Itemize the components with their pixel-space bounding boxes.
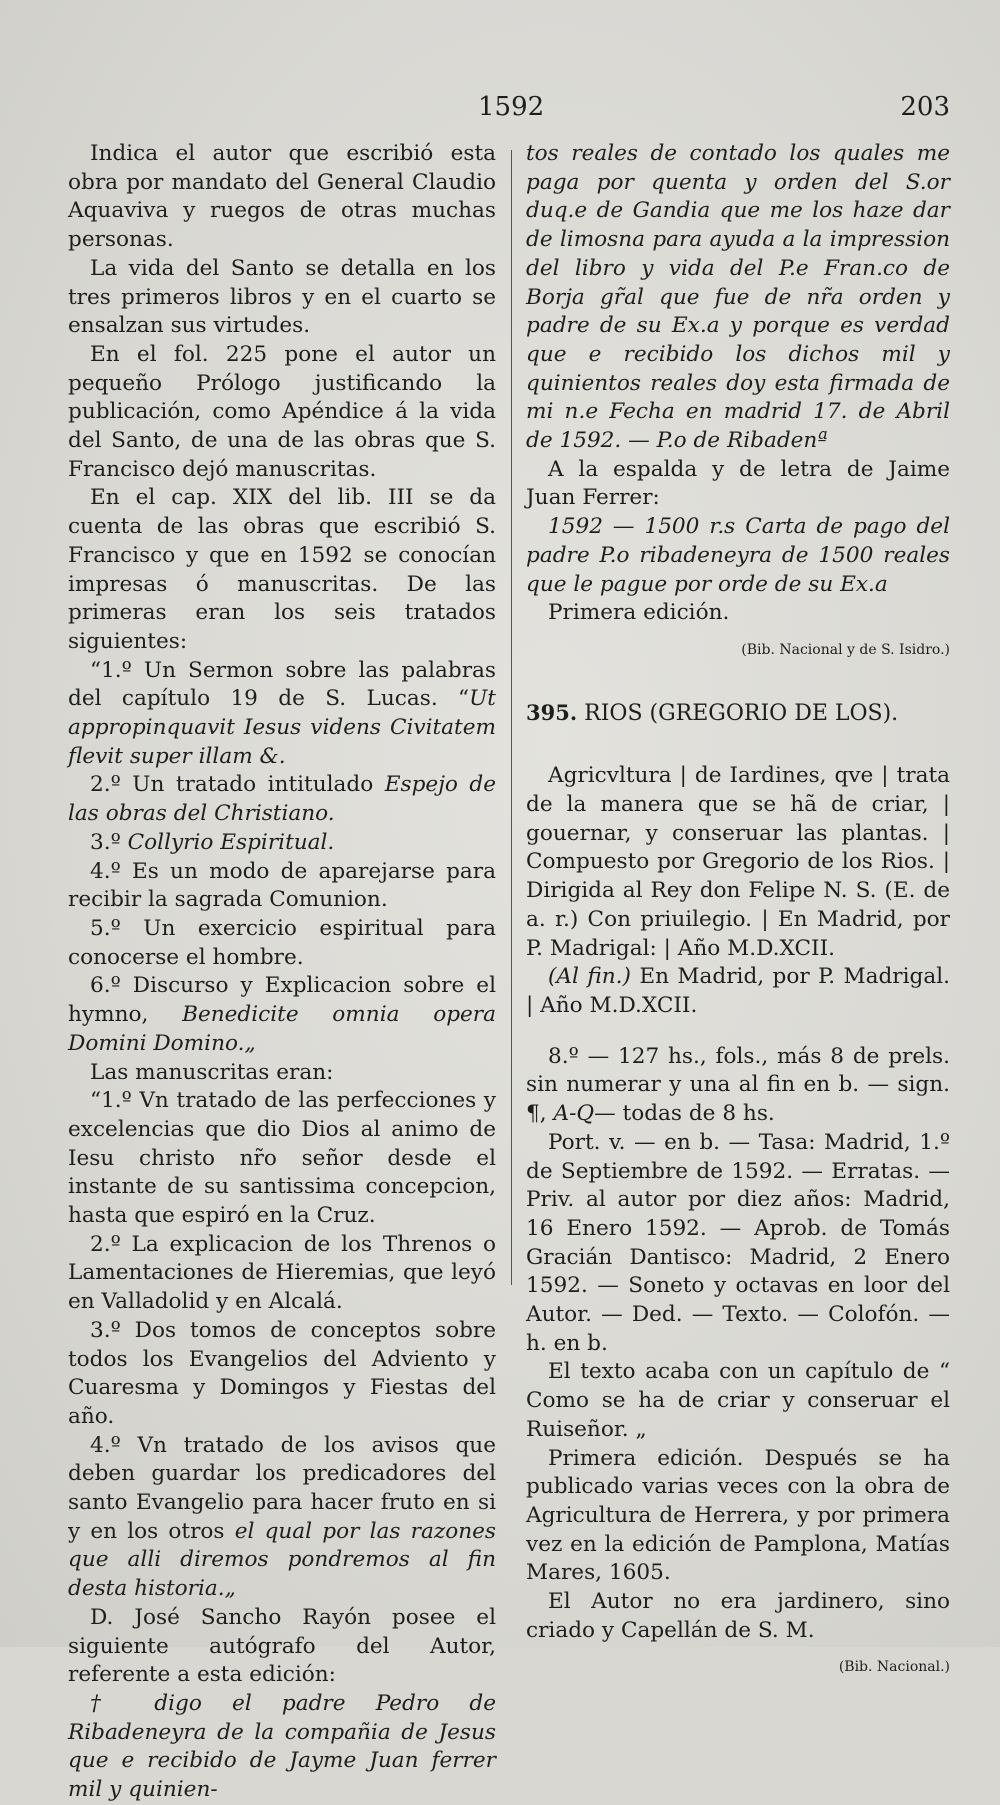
left-column <box>68 140 496 1805</box>
entry-number: 395. <box>526 699 578 725</box>
paragraph <box>68 771 496 828</box>
entry-heading <box>526 699 950 729</box>
paragraph: 3.º Dos tomos de conceptos sobre todos los Evangelios del Adviento y Cuaresma y Domingos y Fiestas del año. <box>68 1317 496 1429</box>
paragraph: Las manuscritas eran: <box>90 1059 334 1085</box>
paragraph: Port. v. — en b. — Tasa: Madrid, 1.º de Septiembre de 1592. — Erratas. — Priv. al autor por diez años: Madrid, 16 Enero 1592. — Aprob. de Tomás Gracián Dantisco: Madrid, 2 Enero 1592. — Soneto y octavas en loor del Autor. — Ded. — Texto. — Colofón. — h. en b. <box>526 1129 950 1356</box>
italic-text: el qual por las razones que alli diremos pondremos al fin desta historia.„ <box>68 1518 496 1602</box>
text: En Madrid, por P. Madrigal. | Año M.D.XCII. <box>526 964 951 1018</box>
italic-text: Benedicite omnia opera Domini Domino.„ <box>68 1002 496 1056</box>
paragraph <box>526 1043 950 1129</box>
paragraph: D. José Sancho Rayón posee el siguiente autógrafo del Autor, referente a esta edición: <box>68 1604 496 1688</box>
paragraph: tos reales de contado los quales me paga por quenta y orden del S.or duq.e de Gandia que me los haze dar de limosna para ayuda a la impression del libro y vida del P.e Fran.co de Borja gr̃al que fue de nr̃a orden y padre de su Ex.a y porque es verdad que e recibido los dichos mil y quinientos reales doy esta firmada de mi n.e Fecha en madrid 17. de Abril de 1592. — P.o de Ribadenª <box>526 141 950 454</box>
paragraph: † digo el padre Pedro de Ribadeneyra de la compañia de Jesus que e recibido de Jayme Juan ferrer mil y quinien- <box>68 1690 496 1803</box>
paragraph: 5.º Un exercicio espiritual para conocerse el hombre. <box>68 915 496 970</box>
citation: (Bib. Nacional y de S. Isidro.) <box>741 641 950 658</box>
page-number: 203 <box>900 92 950 122</box>
paragraph: Primera edición. <box>548 600 730 626</box>
paragraph <box>68 972 496 1058</box>
italic-text: Espejo de las obras del Christiano. <box>68 772 497 827</box>
italic-text: Ut appropinquavit Iesus videns Civitatem flevit super illam &. <box>68 686 496 769</box>
column-divider <box>511 150 512 1285</box>
paragraph: Primera edición. Después se ha publicado varias veces con la obra de Agricultura de Herrera, y por primera vez en la edición de Pamplona, Matías Mares, 1605. <box>526 1445 950 1586</box>
paragraph: El Autor no era jardinero, sino criado y Capellán de S. M. <box>526 1589 950 1643</box>
entry-author: RIOS (GREGORIO DE LOS). <box>584 700 899 726</box>
paragraph: “1.º Vn tratado de las perfecciones y excelencias que dio Dios al animo de Iesu christo nr̃o señor desde el instante de su santissima concepcion, hasta que espiró en la Cruz. <box>68 1088 496 1229</box>
text: — todas de 8 hs. <box>594 1101 775 1127</box>
colophon <box>526 963 950 1020</box>
paragraph: A la espalda y de letra de Jaime Juan Ferrer: <box>526 456 950 511</box>
paragraph: 2.º La explicacion de los Threnos o Lamentaciones de Hieremias, que leyó en Valladolid y en Alcalá. <box>68 1231 496 1315</box>
paragraph: El texto acaba con un capítulo de “ Como se ha de criar y conseruar el Ruiseñor. „ <box>526 1359 950 1442</box>
paragraph: En el fol. 225 pone el autor un pequeño Prólogo justificando la publicación, como Apéndice á la vida del Santo, de una de las obras que S. Francisco dejó manuscritas. <box>68 341 496 482</box>
paragraph: 1592 — 1500 r.s Carta de pago del padre P.o ribadeneyra de 1500 reales que le pague por orde de su Ex.a <box>526 514 950 597</box>
italic-text: Collyrio Espiritual. <box>127 829 335 855</box>
italic-text: A-Q <box>553 1101 595 1127</box>
text: 6.º Discurso y Explicacion sobre el hymno, <box>68 973 496 1028</box>
paragraph <box>68 657 496 772</box>
running-header <box>0 92 1000 132</box>
text: 8.º — 127 hs., fols., más 8 de prels. sin numerar y una al fin en b. — sign. ¶, <box>526 1043 950 1127</box>
paragraph <box>68 1432 496 1604</box>
text: “1.º Un Sermon sobre las palabras del capítulo 19 de S. Lucas. “ <box>68 657 496 712</box>
paragraph: Indica el autor que escribió esta obra por mandato del General Claudio Aquaviva y ruegos de otras muchas personas. <box>68 141 496 253</box>
paragraph <box>68 829 496 858</box>
text: 3.º <box>90 829 121 855</box>
text: 4.º Vn tratado de los avisos que deben guardar los predicadores del santo Evangelio para hacer fruto en si y en los otros <box>68 1432 496 1544</box>
paragraph: La vida del Santo se detalla en los tres primeros libros y en el cuarto se ensalzan sus virtudes. <box>68 255 496 339</box>
citation: (Bib. Nacional.) <box>838 1659 950 1676</box>
paragraph: En el cap. XIX del lib. III se da cuenta de las obras que escribió S. Francisco y que en 1592 se conocían impresas ó manuscritas. De las primeras eran los seis tratados siguientes: <box>68 485 496 654</box>
title-transcription: Agricvltura | de Iardines, qve | trata de la manera que se hã de criar, | gouernar, y conseruar las plantas. | Compuesto por Gregorio de los Rios. | Dirigida al Rey don Felipe N. S. (E. de a. r.) Con priuilegio. | En Madrid, por P. Madrigal: | Año M.D.XCII. <box>526 763 950 961</box>
header-year: 1592 <box>478 92 545 122</box>
right-column <box>526 140 950 1682</box>
text: 2.º Un tratado intitulado <box>90 772 374 798</box>
paragraph: 4.º Es un modo de aparejarse para recibir la sagrada Comunion. <box>68 858 496 913</box>
italic-text: (Al fin.) <box>548 964 631 990</box>
